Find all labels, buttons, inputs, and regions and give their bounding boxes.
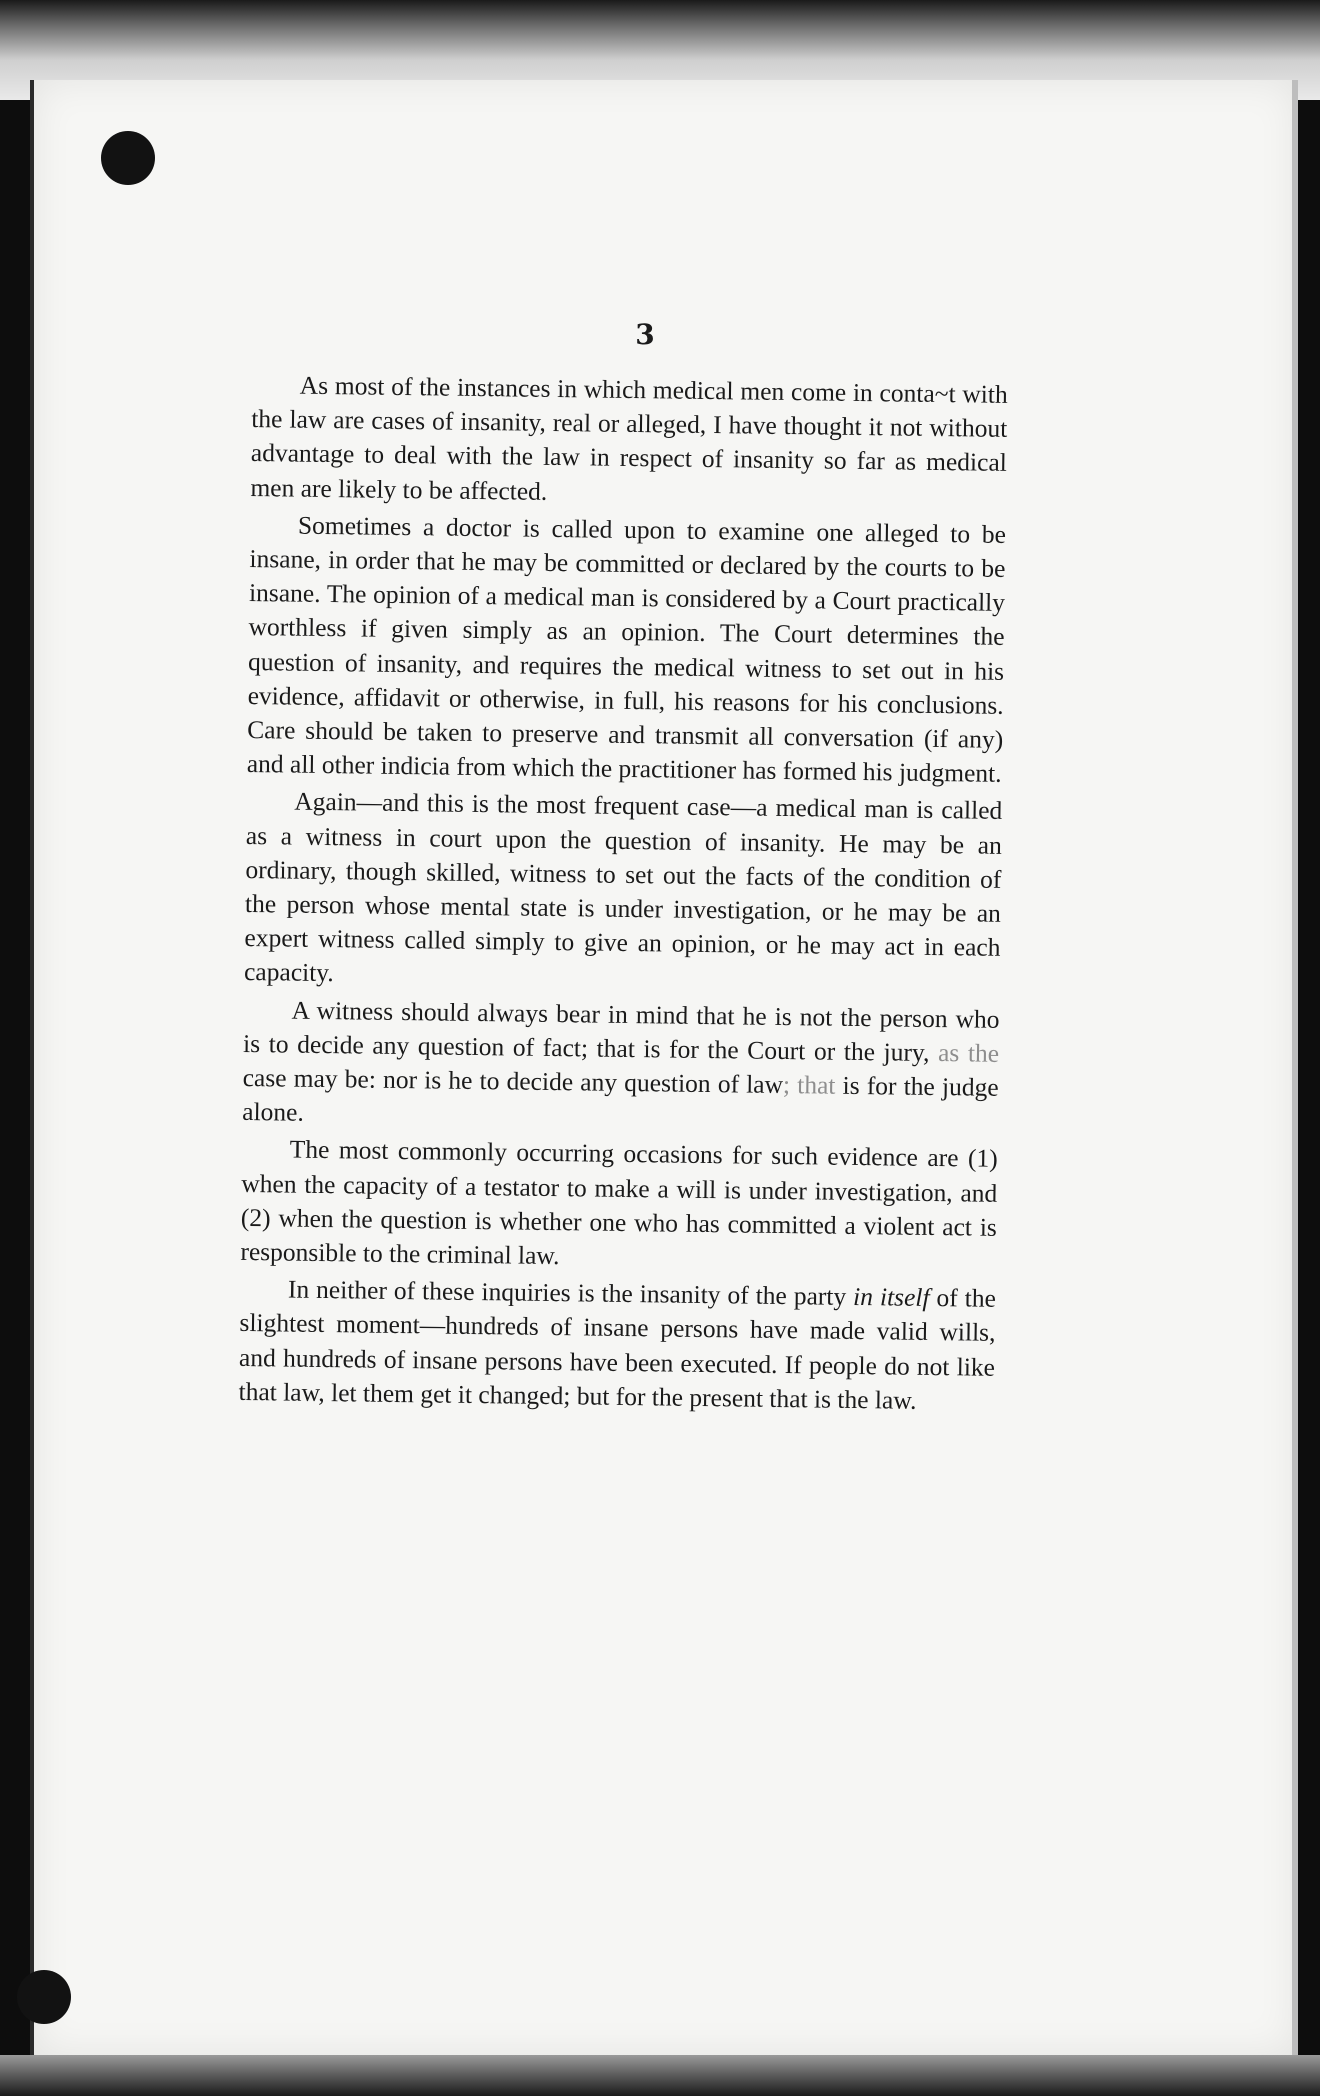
page-number: 3	[635, 318, 655, 351]
paper-right-edge	[1292, 80, 1298, 2055]
body-text	[238, 368, 1008, 1419]
paragraph-4-faded-text-1: as the	[937, 1037, 1000, 1068]
paragraph-4-part-3: is for the judge alone.	[242, 1070, 999, 1128]
paragraph-4-part-2: case may be: nor is he to decide any question of law	[242, 1063, 784, 1100]
punch-hole-top	[101, 131, 155, 185]
paragraph-6-italic-phrase: in itself	[852, 1282, 930, 1313]
paragraph-2: Sometimes a doctor is called upon to examine one alleged to be insane, in order that he may be committed or declared by the courts to be insane. The opinion of a medical man is considered by a Court practically worthless if given simply as an opinion. The Court determines the question of insanity, and requires the medical witness to set out in his evidence, affidavit or otherwise, in full, his reasons for his conclusions. Care should be taken to preserve and transmit all conversation (if any) and all other indicia from which the practitioner has formed his judgment.	[246, 510, 1007, 789]
paragraph-6	[238, 1272, 996, 1419]
paragraph-1: As most of the instances in which medical men come in conta~t with the law are cases of insanity, real or alleged, I have thought it not without advantage to deal with the law in respect of insanity so far as medical men are likely to be affected.	[250, 370, 1008, 506]
paragraph-6-part-2: of the slightest moment—hundreds of insane persons have made valid wills, and hundreds of insane persons have been executed. If people do not like that law, let them get it changed; but for the present that is the law.	[238, 1283, 997, 1415]
paragraph-4-part-1: A witness should always bear in mind that he is not the person who is to decide any question of fact; that is for the Court or the jury,	[242, 995, 1000, 1067]
paragraph-5: The most commonly occurring occasions for such evidence are (1) when the capacity of a testator to make a will is under investigation, and (2) when the question is whether one who has committed a violent act is responsible to the criminal law.	[240, 1135, 998, 1271]
paragraph-3: Again—and this is the most frequent case—a medical man is called as a witness in court upon the question of insanity. He may be an ordinary, though skilled, witness to set out the facts of the condition of the person whose mental state is under investigation, or he may be an expert witness called simply to give an opinion, or he may act in each capacity.	[243, 787, 1003, 988]
scan-bottom-edge	[0, 2055, 1320, 2096]
punch-hole-bottom	[17, 1970, 71, 2024]
paragraph-4	[242, 993, 1000, 1140]
paragraph-4-faded-text-2: ; that	[782, 1070, 836, 1100]
paragraph-6-part-1: In neither of these inquiries is the insanity of the party	[287, 1274, 854, 1312]
